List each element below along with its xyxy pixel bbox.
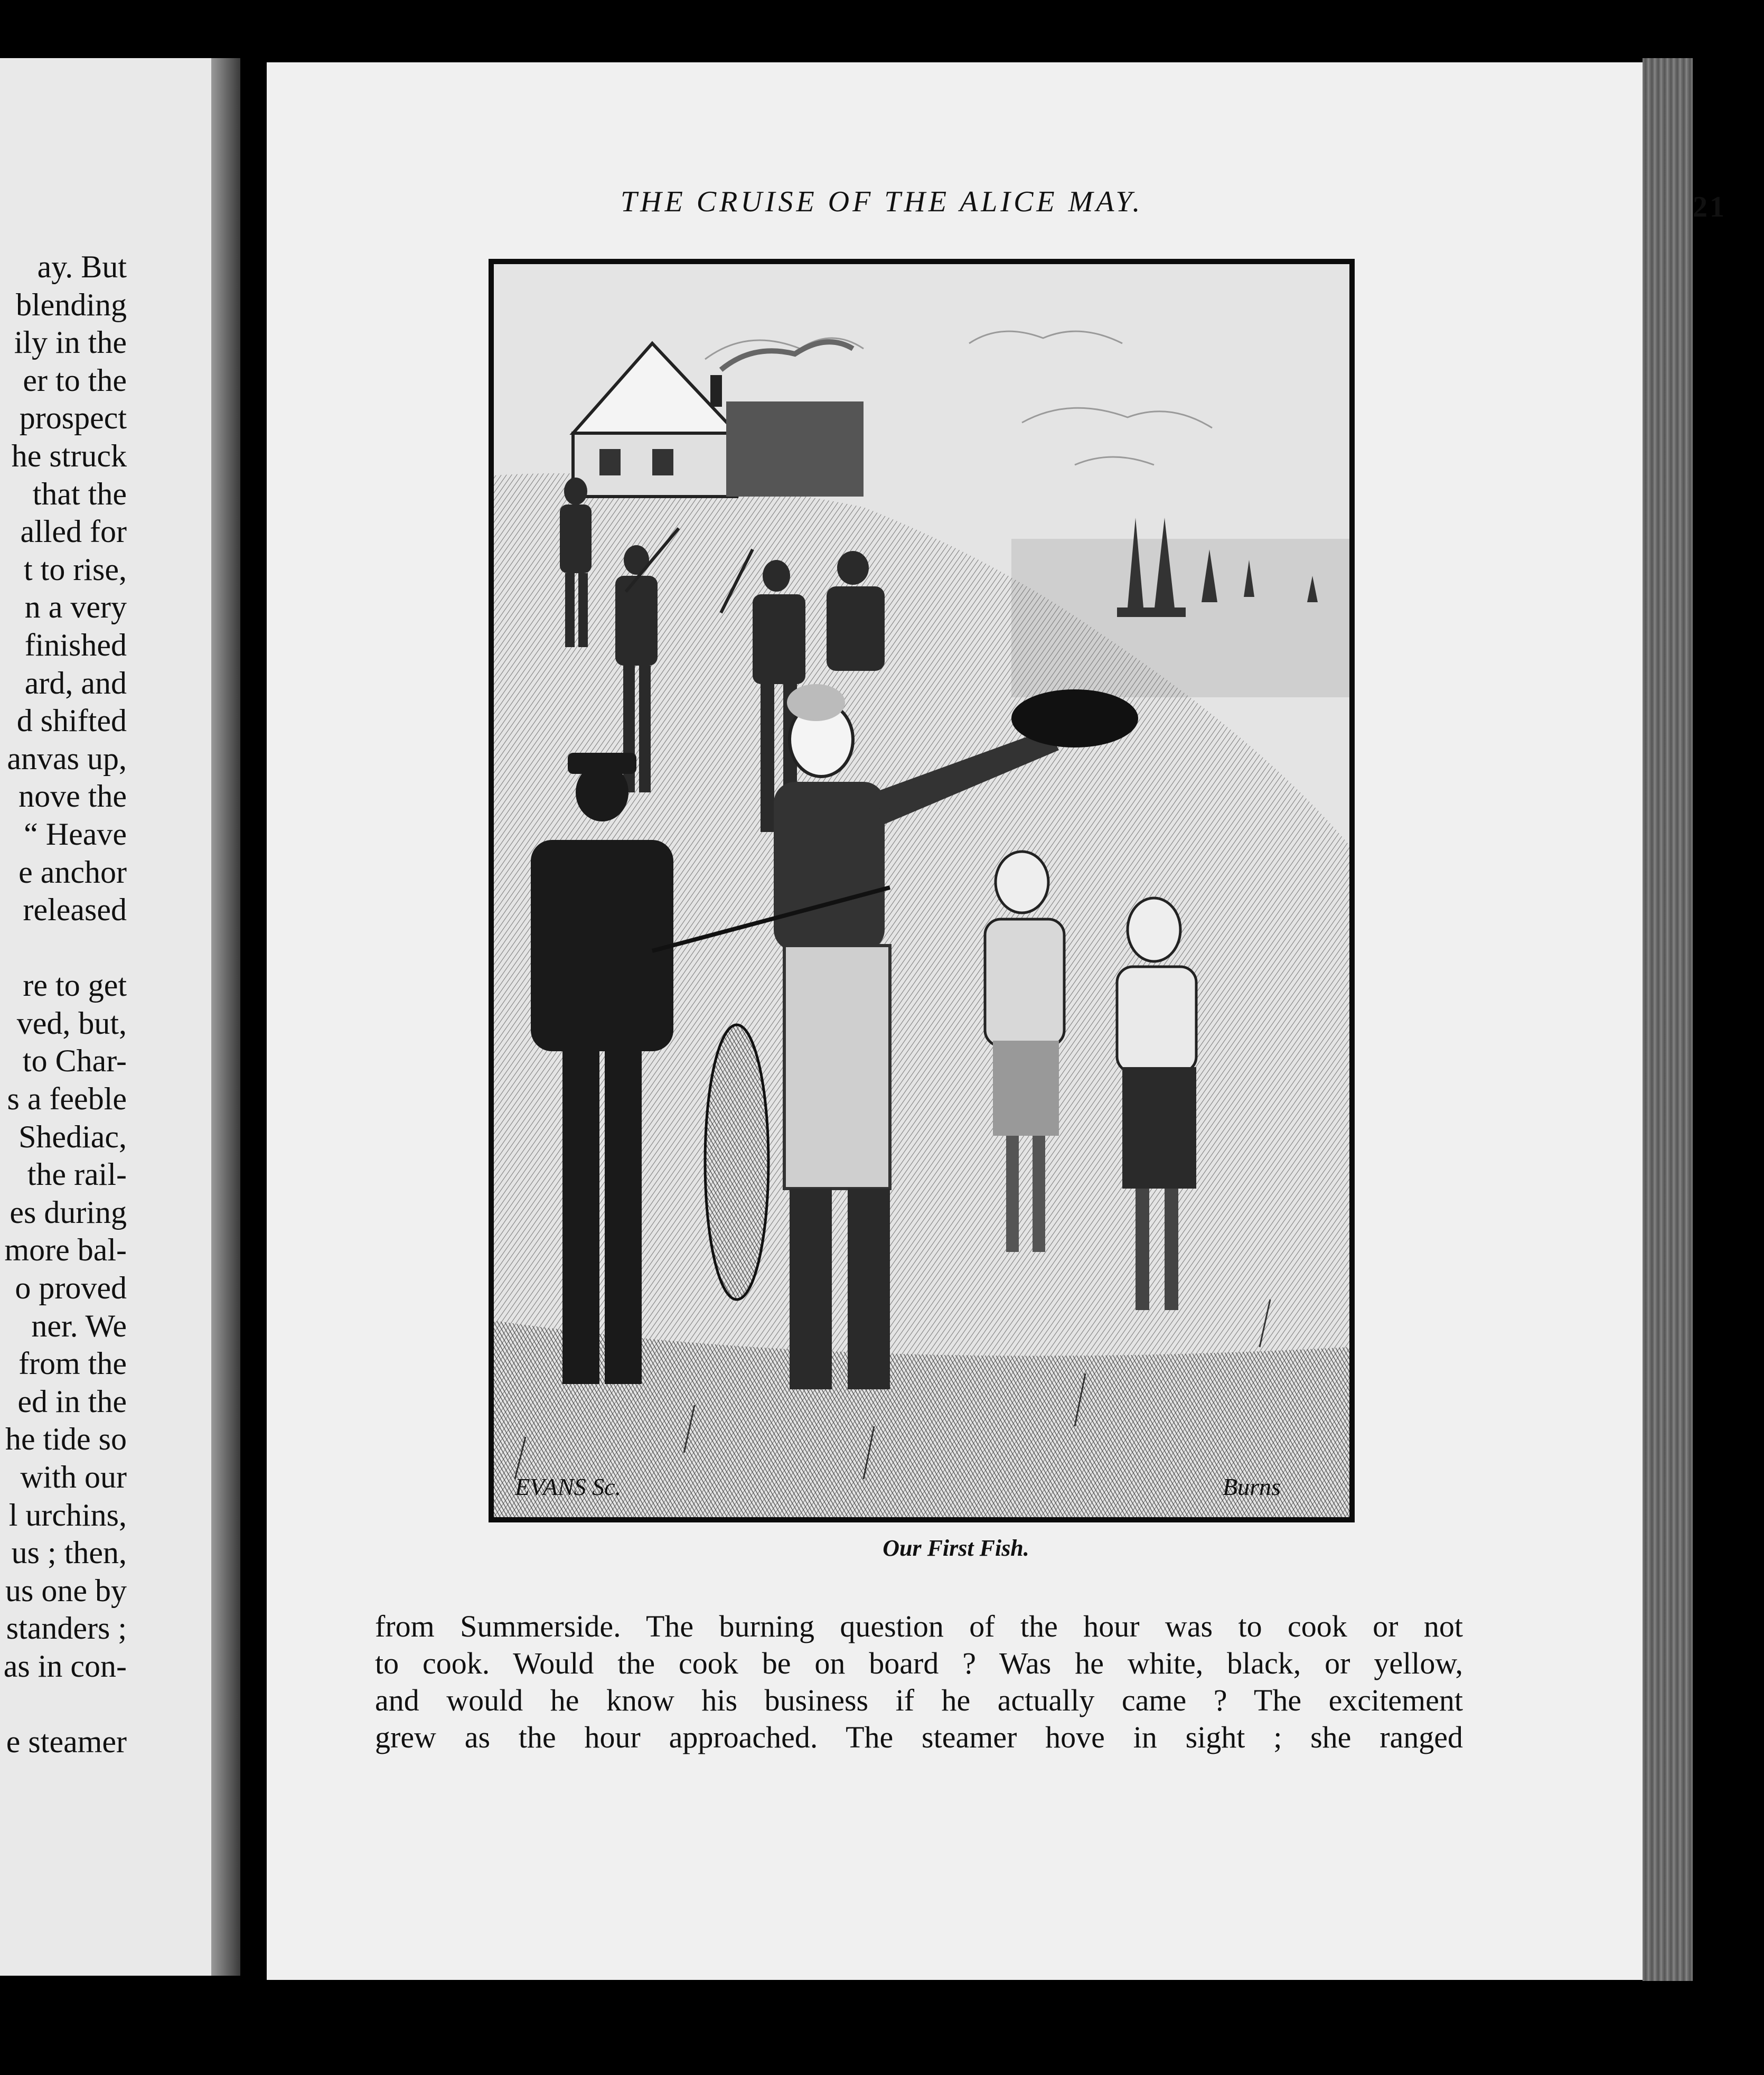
left-page-line: d shifted (16, 703, 127, 739)
left-page-line: ay. But (37, 249, 127, 284)
left-page-line: anvas up, (7, 741, 127, 776)
left-page-line: more bal- (4, 1232, 127, 1268)
page-number: 21 (1693, 191, 1727, 223)
left-page-line: ed in the (17, 1384, 127, 1419)
left-page-line: “ Heave (24, 816, 127, 852)
body-line: and would he know his business if he actually came ? The excitement (375, 1683, 1463, 1717)
left-page-line: es during (10, 1194, 127, 1230)
left-page-line (4, 929, 127, 967)
left-page-line: as in con- (3, 1648, 127, 1684)
left-page-line: l urchins, (8, 1497, 127, 1532)
left-page-line: the rail- (27, 1157, 127, 1192)
gutter-shadow (211, 58, 240, 1976)
body-line: to cook. Would the cook be on board ? Was he white, black, or yellow, (375, 1646, 1463, 1680)
body-line: grew as the hour approached. The steamer hove in sight ; she ranged (375, 1720, 1463, 1754)
left-page-line: ner. We (31, 1308, 127, 1343)
left-page-line: t to rise, (24, 552, 127, 587)
left-page-line: ily in the (14, 325, 127, 360)
left-page-line: from the (18, 1346, 127, 1381)
right-page (267, 62, 1727, 1980)
left-page-line (4, 1686, 127, 1724)
left-page-line: ard, and (24, 665, 127, 700)
signature-left: EVANS Sc. (515, 1473, 621, 1500)
left-page-line: finished (24, 627, 127, 662)
left-page-line: re to get (23, 968, 127, 1003)
left-page-line: us ; then, (11, 1535, 127, 1571)
left-page-line: nove the (18, 779, 127, 814)
left-page-line: released (23, 892, 127, 928)
left-page-line: to Char- (22, 1043, 127, 1079)
body-text (375, 1608, 1463, 1756)
left-page-line: that the (32, 476, 127, 511)
left-page-line: with our (20, 1460, 127, 1494)
left-page-line: us one by (5, 1573, 127, 1608)
left-page-line: he struck (11, 438, 127, 473)
running-head: THE CRUISE OF THE ALICE MAY. (621, 185, 1143, 218)
left-page-line: s a feeble (7, 1081, 127, 1117)
left-page-line: he tide so (5, 1422, 127, 1457)
left-page-line: ved, but, (16, 1005, 127, 1041)
left-page-line: standers ; (6, 1611, 127, 1646)
left-page-text (4, 248, 127, 1761)
left-page-line: e anchor (18, 854, 127, 890)
body-line: from Summerside. The burning question of the hour was to cook or not (375, 1609, 1463, 1643)
left-page-line: n a very (24, 590, 127, 625)
page-edge-stack (1643, 58, 1693, 1981)
left-page-line: prospect (19, 400, 127, 436)
engraving-drawing (494, 264, 1349, 1517)
left-page-line: alled for (20, 514, 127, 549)
left-page-line: o proved (15, 1270, 127, 1306)
left-page-line: Shediac, (18, 1119, 127, 1154)
left-page (0, 58, 240, 1976)
signature-right: Burns (1223, 1473, 1281, 1500)
illustration-our-first-fish (489, 259, 1355, 1522)
illustration-caption: Our First Fish. (883, 1535, 1029, 1561)
left-page-line: blending (16, 287, 127, 322)
left-page-line: er to the (23, 362, 127, 398)
left-page-line: e steamer (6, 1724, 127, 1760)
